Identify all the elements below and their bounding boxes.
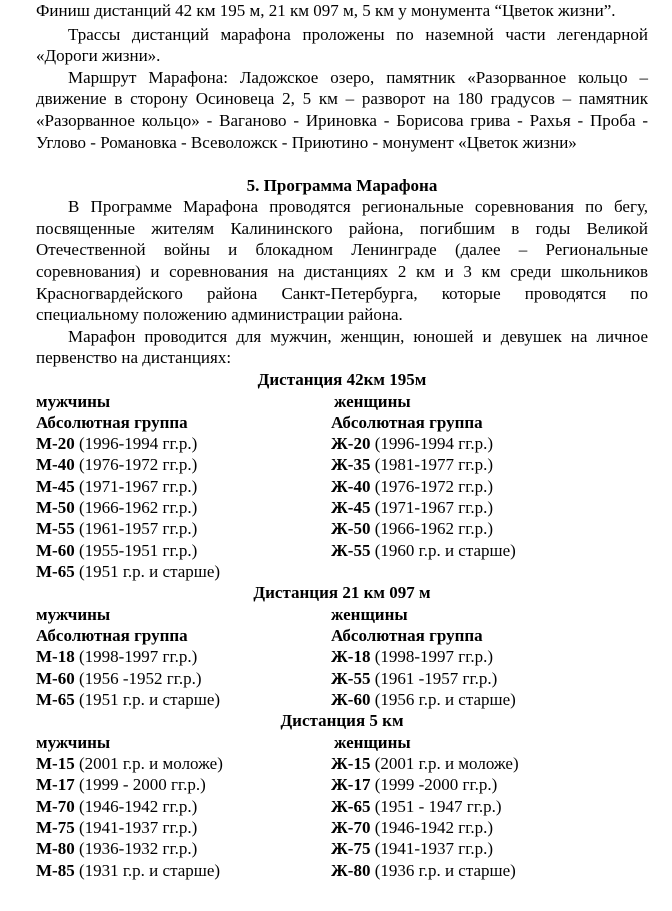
category-row: Ж-20 (1996-1994 гг.р.)	[331, 434, 493, 454]
men-header: мужчины	[36, 732, 111, 752]
category-row: Ж-55 (1961 -1957 гг.р.)	[331, 668, 498, 688]
category-row: М-17 (1999 - 2000 гг.р.)	[36, 775, 206, 795]
category-row: Ж-50 (1966-1962 гг.р.)	[331, 519, 493, 539]
category-row: Ж-45 (1971-1967 гг.р.)	[331, 497, 493, 517]
category-row: М-18 (1998-1997 гг.р.)	[36, 647, 198, 667]
distance-title: Дистанция 5 км	[280, 711, 404, 731]
women-group-header: Абсолютная группа	[331, 626, 483, 646]
category-row: М-85 (1931 г.р. и старше)	[36, 860, 221, 880]
category-row: М-65 (1951 г.р. и старше)	[36, 689, 221, 709]
category-row: Ж-65 (1951 - 1947 гг.р.)	[331, 796, 502, 816]
distance-block-42km	[36, 369, 648, 582]
category-row: М-50 (1966-1962 гг.р.)	[36, 497, 198, 517]
men-group-header: Абсолютная группа	[36, 626, 188, 646]
women-column	[331, 604, 648, 710]
category-row: М-20 (1996-1994 гг.р.)	[36, 434, 198, 454]
distance-title: Дистанция 42км 195м	[257, 369, 427, 389]
category-row: Ж-15 (2001 г.р. и моложе)	[331, 754, 519, 774]
category-row: М-15 (2001 г.р. и моложе)	[36, 754, 223, 774]
men-column	[36, 604, 331, 710]
men-column	[36, 391, 331, 583]
women-header: женщины	[334, 391, 411, 411]
men-group-header: Абсолютная группа	[36, 412, 188, 432]
women-column	[331, 391, 648, 583]
men-column	[36, 732, 331, 881]
category-row: М-60 (1956 -1952 гг.р.)	[36, 668, 202, 688]
category-row: М-70 (1946-1942 гг.р.)	[36, 796, 198, 816]
category-row: М-75 (1941-1937 гг.р.)	[36, 818, 198, 838]
tracks-paragraph: Трассы дистанций марафона проложены по наземной части легендарной «Дороги жизни».	[36, 24, 648, 66]
category-row: Ж-40 (1976-1972 гг.р.)	[331, 476, 493, 496]
route-paragraph: Маршрут Марафона: Ладожское озеро, памятник «Разорванное кольцо – движение в сторону Осиновеца 2, 5 км – разворот на 180 градусов – памятник «Разорванное кольцо» - Ваганово - Ириновка - Борисова грива - Рахья - Проба - Углово - Романовка - Всеволожск - Приютино - монумент «Цветок жизни»	[36, 67, 648, 152]
category-row: Ж-17 (1999 -2000 гг.р.)	[331, 775, 498, 795]
women-column	[331, 732, 648, 881]
men-header: мужчины	[36, 604, 111, 624]
category-row: М-65 (1951 г.р. и старше)	[36, 561, 221, 581]
category-row: Ж-75 (1941-1937 гг.р.)	[331, 839, 493, 859]
category-row: Ж-18 (1998-1997 гг.р.)	[331, 647, 493, 667]
category-row: Ж-35 (1981-1977 гг.р.)	[331, 455, 493, 475]
men-header: мужчины	[36, 391, 111, 411]
distance-title: Дистанция 21 км 097 м	[253, 583, 431, 603]
women-header: женщины	[331, 604, 408, 624]
women-header: женщины	[334, 732, 411, 752]
section-title: 5. Программа Марафона	[246, 176, 438, 196]
program-paragraph: В Программе Марафона проводятся региональные соревнования по бегу, посвященные жителям Калининского района, погибшим в годы Великой Отечественной войны и блокадном Ленинграде (далее – Региональные соревнования) и соревнования на дистанциях 2 км и 3 км среди школьников Красногвардейского района Санкт-Петербурга, которые проводятся по специальному положению администрации района.	[36, 197, 648, 325]
distance-block-21km	[36, 582, 648, 710]
category-row: Ж-55 (1960 г.р. и старше)	[331, 540, 516, 560]
category-row: М-60 (1955-1951 гг.р.)	[36, 540, 198, 560]
category-row: Ж-60 (1956 г.р. и старше)	[331, 689, 516, 709]
document-page	[36, 0, 648, 881]
category-row: М-80 (1936-1932 гг.р.)	[36, 839, 198, 859]
category-row: М-40 (1976-1972 гг.р.)	[36, 455, 198, 475]
category-row: Ж-80 (1936 г.р. и старше)	[331, 860, 516, 880]
participants-paragraph: Марафон проводится для мужчин, женщин, юношей и девушек на личное первенство на дистанциях:	[36, 326, 648, 368]
category-row: М-45 (1971-1967 гг.р.)	[36, 476, 198, 496]
finish-paragraph: Финиш дистанций 42 км 195 м, 21 км 097 м, 5 км у монумента “Цветок жизни”.	[36, 1, 616, 20]
distance-block-5km	[36, 710, 648, 881]
category-row: Ж-70 (1946-1942 гг.р.)	[331, 818, 493, 838]
category-row: М-55 (1961-1957 гг.р.)	[36, 519, 198, 539]
women-group-header: Абсолютная группа	[331, 412, 483, 432]
